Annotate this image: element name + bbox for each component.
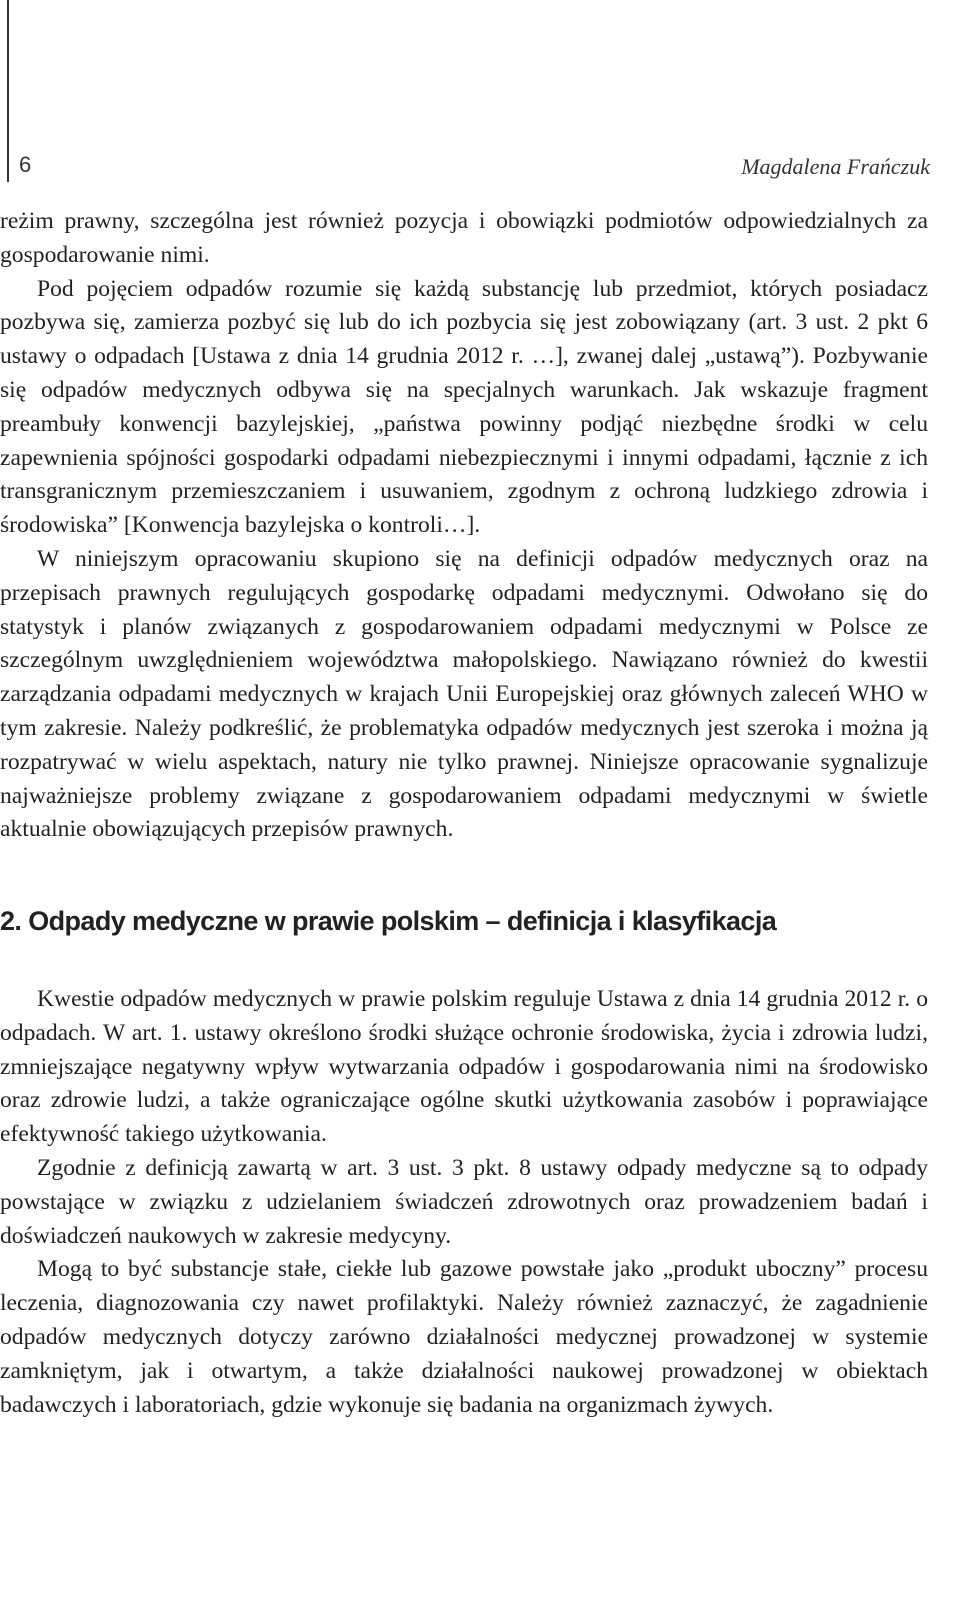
running-head-author: Magdalena Frańczuk	[741, 154, 930, 179]
body-text	[0, 205, 928, 1422]
paragraph-waste-definition: Pod pojęciem odpadów rozumie się każdą substancję lub przedmiot, których posiadacz pozbywa się, zamierza pozbyć się lub do ich pozbycia się jest zobowiązany (art. 3 ust. 2 pkt 6 ustawy o odpadach [Ustawa z dnia 14 grudnia 2012 r. …], zwanej dalej „ustawą”). Pozbywanie się odpadów medycznych odbywa się na specjalnych warunkach. Jak wskazuje fragment preambuły konwencji bazylejskiej, „państwa powinny podjąć niezbędne środki w celu zapewnienia spójności gospodarki odpadami niebezpiecznymi i innymi odpadami, łącznie z ich transgranicznym przemieszczaniem i usuwaniem, zgodnym z ochroną ludzkiego zdrowia i środowiska” [Konwencja bazylejska o kontroli…].	[0, 275, 928, 539]
paragraph-legal-basis: Kwestie odpadów medycznych w prawie polskim reguluje Ustawa z dnia 14 grudnia 2012 r. o odpadach. W art. 1. ustawy określono środki służące ochronie środowiska, życia i zdrowia ludzi, zmniejszające negatywny wpływ wytwarzania odpadów i gospodarowania nimi na środowisko oraz zdrowie ludzi, a także ograniczające ogólne skutki użytkowania zasobów i poprawiające efektywność takiego użytkowania.	[0, 985, 928, 1148]
paragraph-waste-forms: Mogą to być substancje stałe, ciekłe lub gazowe powstałe jako „produkt uboczny” procesu leczenia, diagnozowania czy nawet profilaktyki. Należy również zaznaczyć, że zagadnienie odpadów medycznych dotyczy zarówno działalności medycznej prowadzonej w systemie zamkniętym, jak i otwartym, a także działalności naukowej prowadzonej w obiektach badawczych i laboratoriach, gdzie wykonuje się badania na organizmach żywych.	[0, 1256, 928, 1418]
section-heading: 2. Odpady medyczne w prawie polskim – definicja i klasyfikacja	[0, 906, 777, 937]
paragraph-study-scope: W niniejszym opracowaniu skupiono się na definicji odpadów medycznych oraz na przepisach prawnych regulujących gospodarkę odpadami medycznymi. Odwołano się do statystyk i planów związanych z gospodarowaniem odpadami medycznymi w Polsce ze szczególnym uwzględnieniem województwa małopolskiego. Nawiązano również do kwestii zarządzania odpadami medycznych w krajach Unii Europejskiej oraz głównych zaleceń WHO w tym zakresie. Należy podkreślić, że problematyka odpadów medycznych jest szeroka i można ją rozpatrywać w wielu aspektach, natury nie tylko prawnej. Niniejsze opracowanie sygnalizuje najważniejsze problemy związane z gospodarowaniem odpadami medycznymi w świetle aktualnie obowiązujących przepisów prawnych.	[0, 545, 928, 843]
paragraph-medical-waste-definition: Zgodnie z definicją zawartą w art. 3 ust. 3 pkt. 8 ustawy odpady medyczne są to odpady powstające w związku z udzielaniem świadczeń zdrowotnych oraz prowadzeniem badań i doświadczeń naukowych w zakresie medycyny.	[0, 1154, 928, 1249]
paragraph-continuation: reżim prawny, szczególna jest również pozycja i obowiązki podmiotów odpowiedzialnych za gospodarowanie nimi.	[0, 208, 928, 268]
page-header	[0, 152, 960, 192]
page-number: 6	[19, 152, 32, 177]
